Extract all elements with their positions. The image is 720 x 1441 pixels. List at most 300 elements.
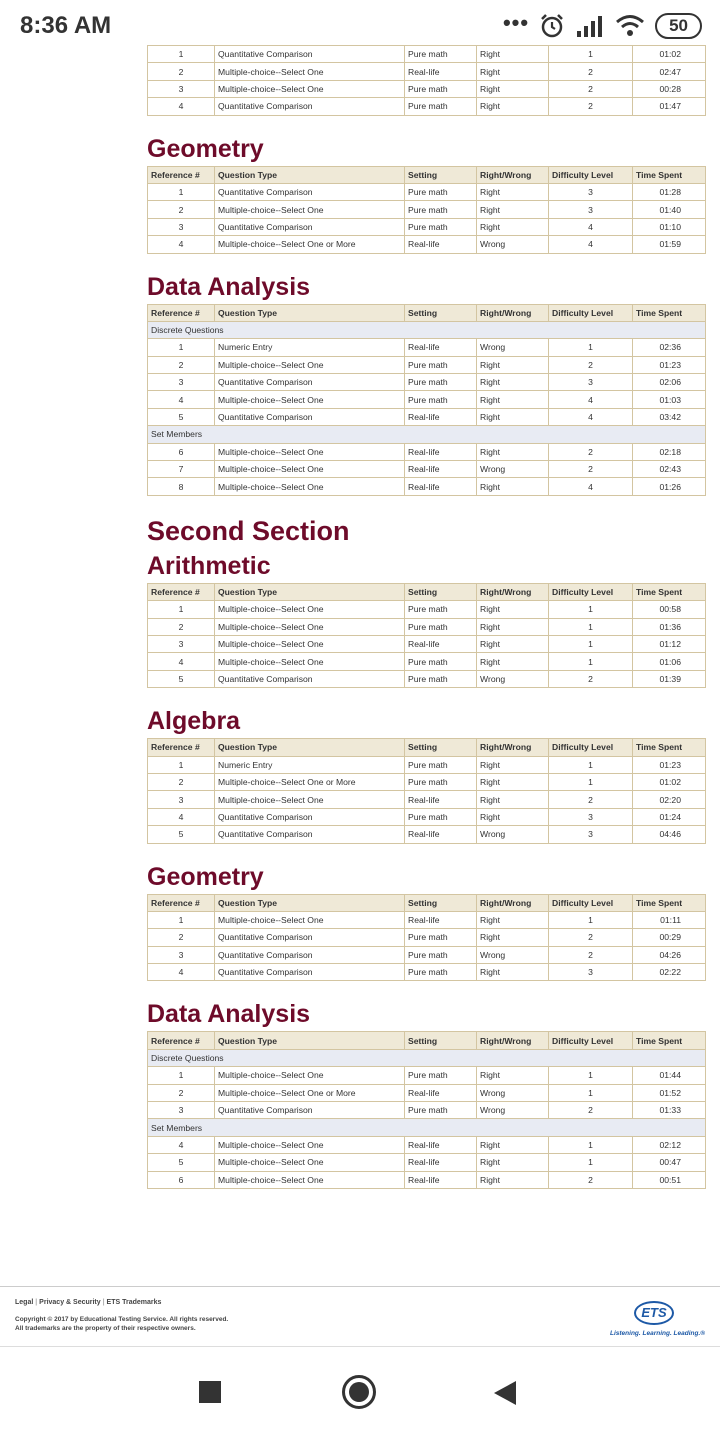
table-header-row [148,304,706,321]
table-cell: 1 [549,756,633,773]
table-cell: Multiple-choice--Select One [215,63,405,80]
table-cell: Real-life [405,1154,477,1171]
table-cell: Real-life [405,1136,477,1153]
table-cell: Pure math [405,374,477,391]
table-cell: Pure math [405,946,477,963]
column-header: Time Spent [633,739,706,756]
column-header: Setting [405,894,477,911]
table-cell: Quantitative Comparison [215,808,405,825]
table-row [148,618,706,635]
column-header: Right/Wrong [477,166,549,183]
recents-icon[interactable] [199,1381,221,1403]
section-title-geometry: Geometry [147,134,264,163]
group-label: Set Members [148,426,706,443]
table-cell: Right [477,201,549,218]
table-cell: Multiple-choice--Select One [215,461,405,478]
table-cell: Quantitative Comparison [215,929,405,946]
table-cell: 03:42 [633,408,706,425]
table-cell: 2 [549,946,633,963]
table-cell: 1 [549,635,633,652]
table-header-row [148,583,706,600]
table-cell: 1 [549,339,633,356]
table-cell: 3 [148,946,215,963]
column-header: Reference # [148,304,215,321]
section-title-data-analysis-2: Data Analysis [147,1000,311,1029]
table-cell: 3 [549,964,633,981]
table-cell: 2 [148,201,215,218]
table-cell: 2 [549,1102,633,1119]
table-cell: Pure math [405,670,477,687]
table-row [148,1154,706,1171]
table-cell: 4 [549,478,633,495]
column-header: Right/Wrong [477,1032,549,1049]
table-cell: Wrong [477,461,549,478]
column-header: Time Spent [633,166,706,183]
table-cell: Quantitative Comparison [215,98,405,115]
table-cell: 01:02 [633,773,706,790]
table-cell: Quantitative Comparison [215,46,405,63]
table-cell: 01:10 [633,218,706,235]
table-cell: Wrong [477,339,549,356]
table-header-row [148,739,706,756]
data-analysis-table-2 [147,1031,706,1189]
table-cell: 00:29 [633,929,706,946]
column-header: Right/Wrong [477,583,549,600]
column-header: Question Type [215,739,405,756]
column-header: Time Spent [633,304,706,321]
table-cell: 7 [148,461,215,478]
table-cell: Right [477,478,549,495]
table-cell: 2 [549,1171,633,1188]
table-cell: Multiple-choice--Select One or More [215,1084,405,1101]
table-row [148,1102,706,1119]
table-cell: Right [477,808,549,825]
table-cell: 00:28 [633,80,706,97]
table-cell: 01:47 [633,98,706,115]
table-cell: 02:22 [633,964,706,981]
table-cell: 1 [148,339,215,356]
table-cell: 2 [549,356,633,373]
column-header: Question Type [215,304,405,321]
table-row [148,653,706,670]
alarm-icon [539,13,565,39]
table-row [148,756,706,773]
table-row [148,964,706,981]
table-cell: Real-life [405,63,477,80]
table-cell: Right [477,1154,549,1171]
table-cell: Right [477,773,549,790]
section-title-data-analysis: Data Analysis [147,272,311,301]
table-cell: 01:40 [633,201,706,218]
status-time: 8:36 AM [20,12,112,39]
home-icon[interactable] [342,1375,376,1409]
wifi-icon [615,14,645,38]
table-cell: Pure math [405,929,477,946]
table-row [148,391,706,408]
table-cell: Pure math [405,756,477,773]
table-cell: Right [477,964,549,981]
table-cell: Right [477,791,549,808]
table-cell: Multiple-choice--Select One [215,618,405,635]
table-row [148,218,706,235]
status-icons [503,10,702,42]
table-cell: 2 [549,63,633,80]
table-cell: 6 [148,443,215,460]
table-cell: 2 [148,1084,215,1101]
table-cell: Numeric Entry [215,339,405,356]
table-cell: Pure math [405,183,477,200]
table-cell: 3 [148,791,215,808]
table-cell: 4 [148,391,215,408]
table-cell: Numeric Entry [215,756,405,773]
table-cell: Wrong [477,1084,549,1101]
table-cell: 2 [549,80,633,97]
table-cell: 4 [148,808,215,825]
table-cell: 2 [549,670,633,687]
table-cell: Right [477,408,549,425]
score-report-content [147,49,706,1189]
table-cell: 01:52 [633,1084,706,1101]
privacy-link[interactable]: Privacy & Security [39,1299,101,1306]
table-row [148,946,706,963]
column-header: Difficulty Level [549,739,633,756]
table-row [148,183,706,200]
table-cell: Pure math [405,1067,477,1084]
table-cell: 1 [148,1067,215,1084]
table-cell: Pure math [405,773,477,790]
table-cell: 4 [148,1136,215,1153]
table-row [148,1084,706,1101]
table-cell: 3 [549,183,633,200]
table-cell: Right [477,63,549,80]
table-row [148,826,706,843]
table-cell: 3 [549,374,633,391]
column-header: Difficulty Level [549,304,633,321]
table-cell: 1 [148,756,215,773]
table-cell: Right [477,183,549,200]
table-cell: 02:18 [633,443,706,460]
table-cell: Right [477,374,549,391]
data-analysis-table [147,304,706,496]
table-cell: 01:02 [633,46,706,63]
table-cell: Real-life [405,408,477,425]
table-cell: Right [477,1136,549,1153]
table-cell: 2 [148,63,215,80]
table-cell: 02:36 [633,339,706,356]
table-cell: 4 [148,98,215,115]
table-cell: Right [477,356,549,373]
table-row [148,236,706,253]
table-cell: Real-life [405,1084,477,1101]
table-cell: Multiple-choice--Select One [215,201,405,218]
table-row [148,808,706,825]
table-row [148,461,706,478]
table-cell: Real-life [405,826,477,843]
table-cell: Multiple-choice--Select One [215,911,405,928]
column-header: Right/Wrong [477,304,549,321]
table-cell: 04:46 [633,826,706,843]
table-cell: Multiple-choice--Select One [215,791,405,808]
table-cell: 1 [549,1136,633,1153]
group-label: Discrete Questions [148,1049,706,1066]
table-cell: 2 [148,773,215,790]
column-header: Right/Wrong [477,894,549,911]
table-cell: Right [477,391,549,408]
table-cell: Multiple-choice--Select One [215,1154,405,1171]
table-cell: Right [477,635,549,652]
table-cell: 01:03 [633,391,706,408]
android-nav-bar [0,1346,720,1441]
table-cell: 1 [549,653,633,670]
table-cell: 5 [148,670,215,687]
table-row [148,80,706,97]
table-cell: 4 [549,391,633,408]
table-row [148,1171,706,1188]
table-cell: 2 [549,98,633,115]
table-cell: 2 [148,929,215,946]
table-cell: Right [477,1171,549,1188]
table-cell: Right [477,1067,549,1084]
table-cell: 1 [148,911,215,928]
table-row [148,1136,706,1153]
arithmetic-table [147,583,706,688]
table-cell: 3 [148,1102,215,1119]
table-cell: Multiple-choice--Select One [215,356,405,373]
table-cell: Real-life [405,478,477,495]
table-row [148,201,706,218]
table-cell: 3 [148,374,215,391]
table-cell: Real-life [405,791,477,808]
table-cell: Pure math [405,1102,477,1119]
table-row [148,601,706,618]
table-cell: Quantitative Comparison [215,374,405,391]
table-cell: Quantitative Comparison [215,964,405,981]
column-header: Setting [405,739,477,756]
table-cell: Multiple-choice--Select One [215,601,405,618]
table-cell: Real-life [405,443,477,460]
table-row [148,773,706,790]
table-cell: 3 [549,201,633,218]
table-cell: 01:11 [633,911,706,928]
table-cell: Quantitative Comparison [215,826,405,843]
table-cell: Wrong [477,236,549,253]
column-header: Time Spent [633,583,706,600]
table-cell: Pure math [405,80,477,97]
table-cell: 04:26 [633,946,706,963]
table-cell: Quantitative Comparison [215,670,405,687]
table-cell: Right [477,46,549,63]
table-cell: Multiple-choice--Select One or More [215,236,405,253]
table-row [148,635,706,652]
table-cell: Multiple-choice--Select One or More [215,773,405,790]
table-cell: 02:20 [633,791,706,808]
table-cell: 01:23 [633,356,706,373]
section-title-algebra: Algebra [147,707,241,736]
table-cell: 8 [148,478,215,495]
table-cell: 1 [549,618,633,635]
table-cell: Right [477,80,549,97]
table-cell: Right [477,601,549,618]
table-cell: 3 [549,826,633,843]
ets-tagline: Listening. Learning. Leading.® [610,1330,706,1337]
table-cell: 01:26 [633,478,706,495]
table-cell: 2 [549,791,633,808]
table-cell: 4 [549,236,633,253]
table-cell: 2 [148,618,215,635]
group-label: Discrete Questions [148,321,706,338]
column-header: Reference # [148,583,215,600]
column-header: Reference # [148,1032,215,1049]
table-cell: 01:44 [633,1067,706,1084]
column-header: Difficulty Level [549,166,633,183]
column-header: Question Type [215,1032,405,1049]
separator: | [35,1299,38,1306]
table-cell: Multiple-choice--Select One [215,478,405,495]
table-row [148,374,706,391]
table-cell: Wrong [477,670,549,687]
table-cell: Right [477,618,549,635]
table-cell: 00:58 [633,601,706,618]
table-cell: Pure math [405,356,477,373]
column-header: Reference # [148,894,215,911]
second-section-title: Second Section [147,515,350,546]
table-cell: Multiple-choice--Select One [215,1136,405,1153]
table-cell: Real-life [405,1171,477,1188]
table-cell: Quantitative Comparison [215,183,405,200]
top-partial-table [147,45,706,116]
table-row [148,670,706,687]
table-cell: 2 [549,461,633,478]
table-cell: 02:12 [633,1136,706,1153]
table-cell: Right [477,443,549,460]
table-cell: Wrong [477,826,549,843]
table-cell: 1 [549,601,633,618]
table-cell: Pure math [405,653,477,670]
table-cell: Right [477,98,549,115]
table-cell: Pure math [405,98,477,115]
table-cell: 1 [549,1067,633,1084]
table-cell: 02:47 [633,63,706,80]
legal-link[interactable]: Legal [15,1299,34,1306]
footer-copyright [15,1315,228,1333]
column-header: Setting [405,166,477,183]
table-cell: 3 [549,808,633,825]
column-header: Difficulty Level [549,894,633,911]
column-header: Question Type [215,166,405,183]
column-header: Difficulty Level [549,583,633,600]
table-cell: Right [477,911,549,928]
table-row [148,98,706,115]
table-row [148,911,706,928]
back-icon[interactable] [494,1381,516,1405]
table-cell: Multiple-choice--Select One [215,1067,405,1084]
trademark-note: All trademarks are the property of their respective owners. [15,1325,196,1332]
table-cell: Pure math [405,218,477,235]
column-header: Reference # [148,166,215,183]
table-row [148,1067,706,1084]
table-cell: Quantitative Comparison [215,408,405,425]
table-cell: 4 [549,408,633,425]
table-cell: 01:12 [633,635,706,652]
table-row [148,929,706,946]
table-row [148,478,706,495]
table-cell: Right [477,218,549,235]
geometry-table-2 [147,894,706,982]
table-cell: 01:23 [633,756,706,773]
table-cell: Multiple-choice--Select One [215,635,405,652]
table-cell: 1 [549,1154,633,1171]
footer [0,1286,720,1347]
table-row [148,339,706,356]
table-cell: 02:43 [633,461,706,478]
table-cell: 4 [148,236,215,253]
table-cell: 00:47 [633,1154,706,1171]
table-row [148,356,706,373]
table-cell: 02:06 [633,374,706,391]
table-cell: 1 [549,911,633,928]
table-cell: Real-life [405,911,477,928]
table-cell: 01:33 [633,1102,706,1119]
table-cell: 1 [148,183,215,200]
table-cell: 1 [549,773,633,790]
table-cell: 5 [148,408,215,425]
table-cell: Wrong [477,946,549,963]
table-header-row [148,166,706,183]
table-cell: 5 [148,1154,215,1171]
table-row [148,408,706,425]
table-cell: 00:51 [633,1171,706,1188]
column-header: Setting [405,1032,477,1049]
table-header-row [148,894,706,911]
table-cell: 1 [549,1084,633,1101]
table-cell: Wrong [477,1102,549,1119]
table-cell: 2 [148,356,215,373]
table-cell: Quantitative Comparison [215,218,405,235]
table-cell: Pure math [405,46,477,63]
copyright-text: Copyright © 2017 by Educational Testing Service. All rights reserved. [15,1316,229,1323]
table-cell: Real-life [405,461,477,478]
footer-links [15,1299,161,1306]
column-header: Question Type [215,583,405,600]
table-row [148,63,706,80]
table-cell: Real-life [405,339,477,356]
table-header-row [148,1032,706,1049]
signal-icon [575,14,605,38]
table-cell: 5 [148,826,215,843]
separator: | [102,1299,105,1306]
table-cell: 3 [148,218,215,235]
table-cell: 3 [148,635,215,652]
table-cell: 01:36 [633,618,706,635]
table-row [148,46,706,63]
table-cell: 4 [148,964,215,981]
column-header: Question Type [215,894,405,911]
ets-logo[interactable]: ETS [634,1301,674,1325]
table-cell: Multiple-choice--Select One [215,391,405,408]
column-header: Reference # [148,739,215,756]
table-cell: Pure math [405,808,477,825]
table-cell: Pure math [405,601,477,618]
table-cell: 2 [549,929,633,946]
algebra-table [147,738,706,843]
table-cell: 01:39 [633,670,706,687]
group-label: Set Members [148,1119,706,1136]
table-cell: Multiple-choice--Select One [215,443,405,460]
section-title-geometry-2: Geometry [147,862,264,891]
trademarks-link[interactable]: ETS Trademarks [106,1299,162,1306]
table-cell: 2 [549,443,633,460]
table-cell: Real-life [405,635,477,652]
